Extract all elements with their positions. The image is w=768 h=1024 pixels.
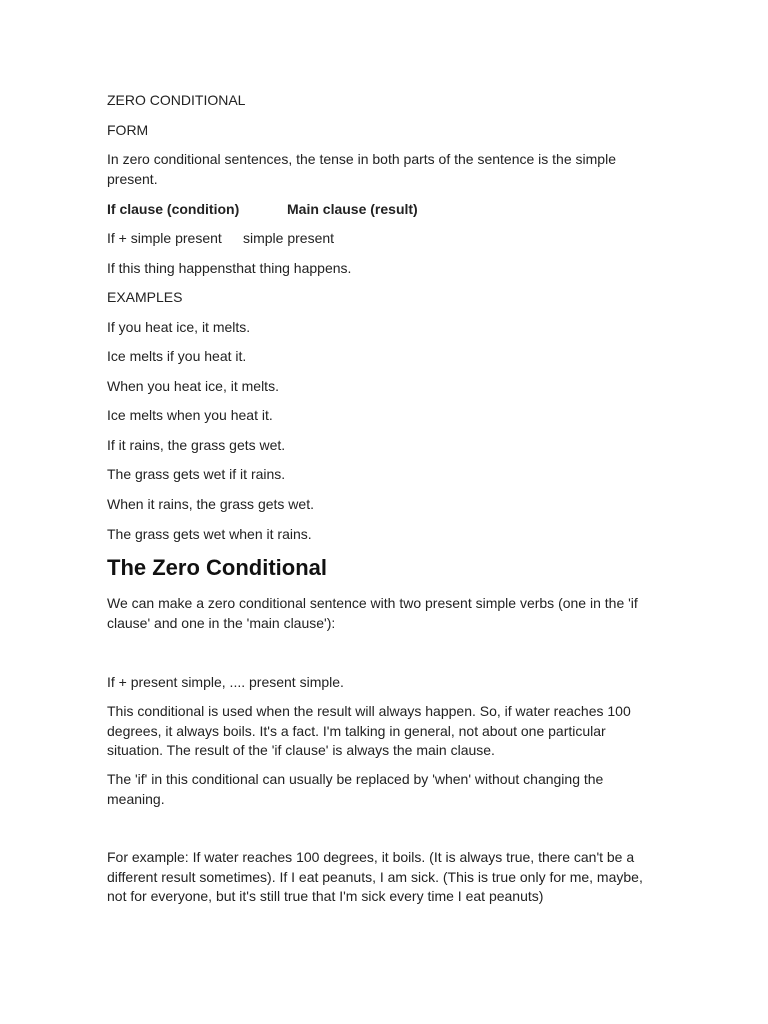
examples-label: EXAMPLES <box>107 289 183 305</box>
replace-note: The 'if' in this conditional can usually be replaced by 'when' without changing the meaning. <box>107 771 604 807</box>
example-item: If it rains, the grass gets wet. <box>107 437 286 453</box>
example-paragraph: For example: If water reaches 100 degrees, it boils. (It is always true, there can't be a different result sometimes). If I eat peanuts, I am sick. (This is true only for me, maybe, not for everyone, but it's still true that I'm sick every time I eat peanuts) <box>107 849 643 904</box>
example-item: If you heat ice, it melts. <box>107 319 251 335</box>
form-example: If this thing happensthat thing happens. <box>107 260 352 276</box>
formula-line: If + present simple, .... present simple. <box>107 674 344 690</box>
example-item: The grass gets wet when it rains. <box>107 526 312 542</box>
intro-paragraph: In zero conditional sentences, the tense in both parts of the sentence is the simple present. <box>107 151 616 187</box>
section-heading: The Zero Conditional <box>107 555 327 580</box>
form-if-clause: If + simple present <box>107 230 222 246</box>
table-header-row <box>107 199 418 219</box>
example-item: The grass gets wet if it rains. <box>107 466 286 482</box>
section2-intro: We can make a zero conditional sentence with two present simple verbs (one in the 'if clause' and one in the 'main clause'): <box>107 595 638 631</box>
example-item: When it rains, the grass gets wet. <box>107 496 314 512</box>
form-main-clause: simple present <box>243 230 335 246</box>
form-row <box>107 228 335 248</box>
form-label: FORM <box>107 122 149 138</box>
usage-paragraph: This conditional is used when the result will always happen. So, if water reaches 100 degrees, it always boils. It's a fact. I'm talking in general, not about one particular situation. The result of the 'if clause' is always the main clause. <box>107 703 631 758</box>
section-title: ZERO CONDITIONAL <box>107 92 246 108</box>
example-item: Ice melts if you heat it. <box>107 348 247 364</box>
example-item: Ice melts when you heat it. <box>107 407 273 423</box>
header-if-clause: If clause (condition) <box>107 201 240 217</box>
example-item: When you heat ice, it melts. <box>107 378 279 394</box>
header-main-clause: Main clause (result) <box>287 201 418 217</box>
